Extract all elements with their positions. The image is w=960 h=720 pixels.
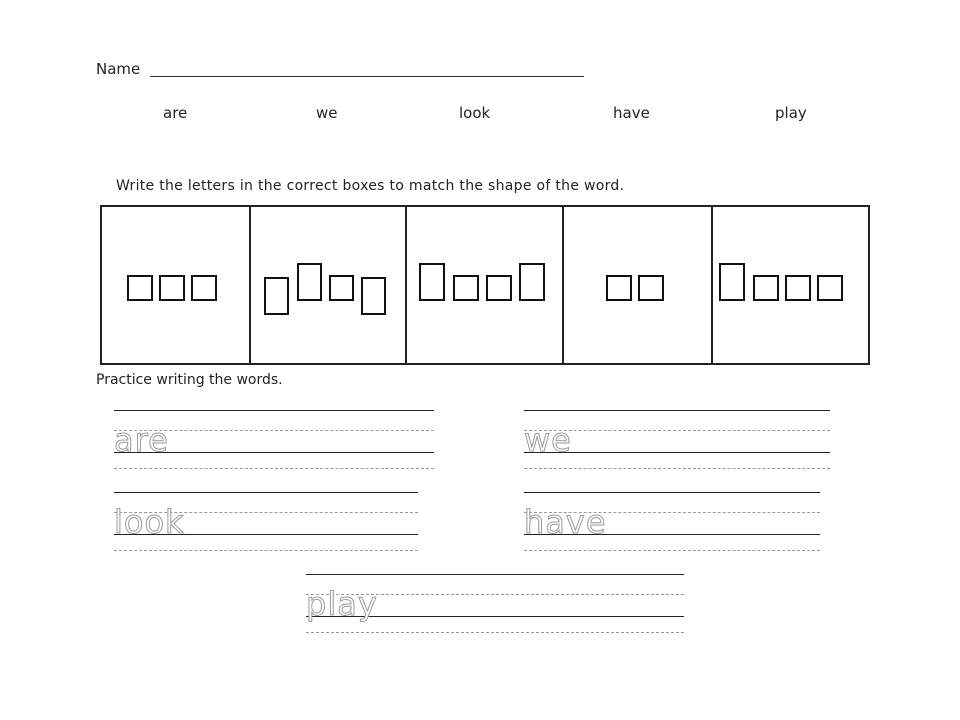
letter-box[interactable]: [753, 275, 779, 301]
letter-box[interactable]: [785, 275, 811, 301]
letter-box[interactable]: [329, 275, 354, 301]
letter-box[interactable]: [297, 263, 322, 301]
word-bank-item: are: [163, 104, 188, 122]
word-shape-cell: [713, 207, 868, 363]
letter-box[interactable]: [719, 263, 745, 301]
practice-line-set[interactable]: [114, 492, 418, 552]
letter-box[interactable]: [127, 275, 153, 301]
trace-word: have: [524, 503, 607, 541]
practice-line-set[interactable]: [524, 410, 830, 470]
word-shape-cell: [564, 207, 713, 363]
trace-word: play: [306, 585, 378, 623]
letter-box[interactable]: [486, 275, 512, 301]
letter-box[interactable]: [453, 275, 479, 301]
word-bank-item: play: [775, 104, 807, 122]
letter-box[interactable]: [638, 275, 664, 301]
word-shape-cell: [102, 207, 251, 363]
instructions: Write the letters in the correct boxes to match the shape of the word.: [116, 178, 625, 194]
letter-box[interactable]: [606, 275, 632, 301]
trace-word: look: [114, 503, 185, 541]
word-bank-item: we: [316, 104, 338, 122]
practice-line-set[interactable]: [524, 492, 820, 552]
word-shape-cell: [251, 207, 407, 363]
practice-line-set[interactable]: [306, 574, 684, 634]
letter-box[interactable]: [159, 275, 185, 301]
trace-word: we: [524, 421, 572, 459]
word-shape-cell: [407, 207, 563, 363]
trace-word: are: [114, 421, 169, 459]
letter-box[interactable]: [519, 263, 545, 301]
word-bank-item: have: [613, 104, 650, 122]
letter-box[interactable]: [361, 277, 386, 315]
letter-box[interactable]: [191, 275, 217, 301]
word-shape-grid: [100, 205, 870, 365]
practice-label: Practice writing the words.: [96, 372, 283, 388]
practice-line-set[interactable]: [114, 410, 434, 470]
word-bank-item: look: [459, 104, 491, 122]
name-label: Name: [96, 60, 141, 78]
name-line[interactable]: [150, 76, 584, 77]
letter-box[interactable]: [264, 277, 289, 315]
letter-box[interactable]: [419, 263, 445, 301]
letter-box[interactable]: [817, 275, 843, 301]
